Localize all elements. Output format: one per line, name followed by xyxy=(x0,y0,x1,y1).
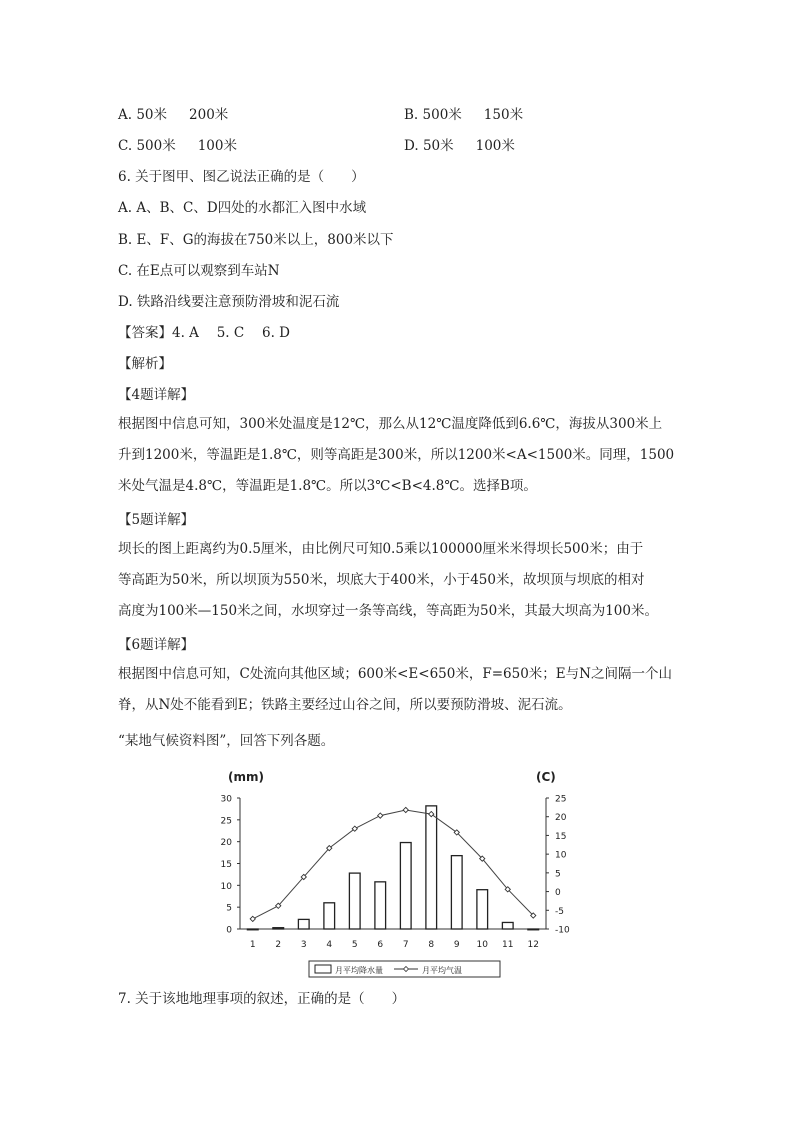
precipitation-bar xyxy=(477,890,488,929)
month-label: 4 xyxy=(326,940,333,950)
month-label: 10 xyxy=(476,940,488,950)
month-label: 5 xyxy=(351,940,358,950)
d6-line: 脊，从N处不能看到E；铁路主要经过山谷之间，所以要预防滑坡、泥石流。 xyxy=(118,697,572,713)
right-tick-label: 5 xyxy=(555,869,561,880)
analysis-label: 【解析】 xyxy=(118,356,172,372)
month-label: 9 xyxy=(453,940,460,950)
d4-line: 根据图中信息可知，300米处温度是12℃，那么从12℃温度降低到6.6℃，海拔从300米上 xyxy=(118,416,663,432)
left-tick-label: 25 xyxy=(220,816,232,827)
d5-line: 坝长的图上距离约为0.5厘米，由比例尺可知0.5乘以100000厘米米得坝长500米；由于 xyxy=(118,541,644,557)
d4-label: 【4题详解】 xyxy=(118,387,195,403)
left-tick-label: 5 xyxy=(226,903,232,914)
q5-option-d: D. 50米 100米 xyxy=(404,138,515,154)
left-tick-label: 10 xyxy=(220,881,232,892)
month-label: 1 xyxy=(249,940,256,950)
d6-line: 根据图中信息可知，C处流向其他区域；600米<E<650米，F=650米；E与N之间隔一个山 xyxy=(118,666,672,682)
legend-precipitation-label: 月平均降水量 xyxy=(335,966,383,975)
q5-option-c: C. 500米 100米 xyxy=(118,138,237,154)
legend-bar-swatch xyxy=(315,965,331,973)
right-tick-label: -10 xyxy=(555,925,570,936)
month-label: 3 xyxy=(300,940,307,950)
left-tick-label: 15 xyxy=(220,860,232,870)
precipitation-bar xyxy=(426,806,437,929)
month-label: 7 xyxy=(402,940,409,950)
precipitation-bar xyxy=(349,873,360,929)
temperature-point xyxy=(403,807,408,812)
right-tick-label: -5 xyxy=(555,906,564,917)
d4-line: 升到1200米，等温距是1.8℃，则等高距是300米，所以1200米<A<1500米。同理，1500 xyxy=(118,447,675,463)
d5-line: 等高距为50米，所以坝顶为550米，坝底大于400米，小于450米，故坝顶与坝底的相对 xyxy=(118,572,645,588)
precipitation-bar xyxy=(375,882,386,929)
answer-text: 4. A 5. C 6. D xyxy=(172,325,290,341)
q6-option-a: A. A、B、C、D四处的水都汇入图中水域 xyxy=(118,200,367,216)
right-tick-label: 15 xyxy=(555,831,567,842)
precipitation-bar xyxy=(502,922,513,929)
month-label: 2 xyxy=(275,940,282,950)
q6-option-d: D. 铁路沿线要注意预防滑坡和泥石流 xyxy=(118,294,340,310)
temperature-point xyxy=(378,813,383,818)
left-tick-label: 0 xyxy=(226,925,232,936)
d6-label: 【6题详解】 xyxy=(118,637,195,653)
precipitation-bar xyxy=(273,928,284,929)
q5-option-b: B. 500米 150米 xyxy=(404,107,524,123)
right-unit-label: (C) xyxy=(536,770,556,784)
q5-option-a: A. 50米 200米 xyxy=(118,107,229,123)
precipitation-bar xyxy=(400,843,411,929)
q7-stem: 7. 关于该地地理事项的叙述，正确的是（ ） xyxy=(118,991,406,1007)
q6-stem: 6. 关于图甲、图乙说法正确的是（ ） xyxy=(118,169,365,185)
left-tick-label: 20 xyxy=(220,838,232,849)
precipitation-bar xyxy=(298,919,309,929)
month-label: 8 xyxy=(428,940,435,950)
d5-line: 高度为100米—150米之间，水坝穿过一条等高线，等高距为50米，其最大坝高为100米。 xyxy=(118,603,658,619)
precipitation-bar xyxy=(528,929,539,930)
d5-label: 【5题详解】 xyxy=(118,512,195,528)
q6-option-b: B. E、F、G的海拔在750米以上，800米以下 xyxy=(118,232,394,248)
legend-temperature-label: 月平均气温 xyxy=(422,966,462,975)
q6-option-c: C. 在E点可以观察到车站N xyxy=(118,263,280,279)
right-tick-label: 20 xyxy=(555,813,567,824)
month-label: 11 xyxy=(502,940,514,950)
right-tick-label: 10 xyxy=(555,850,567,861)
chart-intro: “某地气候资料图”，回答下列各题。 xyxy=(118,733,335,749)
precipitation-bar xyxy=(247,929,258,930)
temperature-point xyxy=(250,916,255,921)
month-label: 12 xyxy=(527,940,539,950)
left-unit-label: (mm) xyxy=(228,770,264,784)
month-label: 6 xyxy=(377,940,384,950)
precipitation-bar xyxy=(324,903,335,929)
answer-label: 【答案】 xyxy=(118,325,172,341)
right-tick-label: 0 xyxy=(555,888,561,899)
precipitation-bar xyxy=(451,856,462,929)
temperature-line xyxy=(253,810,534,919)
right-tick-label: 25 xyxy=(555,794,567,805)
left-tick-label: 30 xyxy=(220,794,232,805)
d4-line: 米处气温是4.8℃，等温距是1.8℃。所以3℃<B<4.8℃。选择B项。 xyxy=(118,478,537,494)
